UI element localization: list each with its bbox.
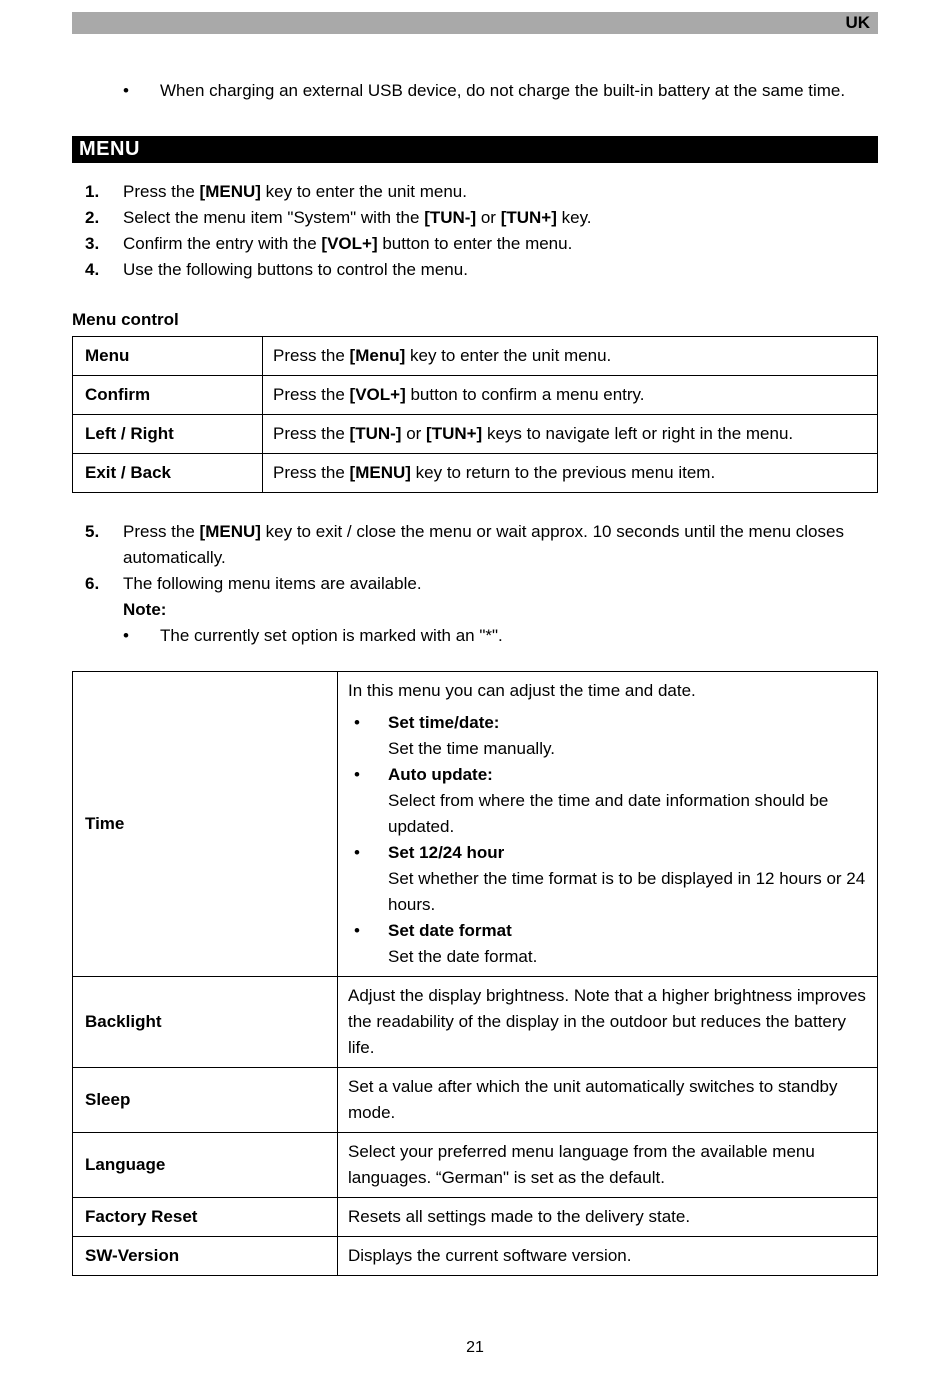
control-key-cell: Exit / Back xyxy=(73,454,263,493)
step-text: Press the [MENU] key to exit / close the menu or wait approx. 10 seconds until the menu closes automatically. xyxy=(123,522,844,567)
steps-list-continued xyxy=(72,519,878,649)
step-item xyxy=(72,257,878,283)
bullet-marker: • xyxy=(354,713,360,732)
step-number: 5. xyxy=(85,522,100,541)
step-number: 6. xyxy=(85,574,100,593)
intro-bullet-list xyxy=(72,78,878,104)
step-text xyxy=(123,571,878,649)
step-item xyxy=(72,519,878,571)
table-row xyxy=(73,1068,878,1133)
bullet-marker: • xyxy=(354,921,360,940)
bullet-marker: • xyxy=(354,843,360,862)
item-desc-cell: Displays the current software version. xyxy=(338,1237,878,1276)
table-row xyxy=(73,415,878,454)
item-desc-cell: Set a value after which the unit automatically switches to standby mode. xyxy=(338,1068,878,1133)
step-item xyxy=(72,571,878,649)
page-number: 21 xyxy=(466,1339,484,1356)
item-key-cell: Factory Reset xyxy=(73,1198,338,1237)
table-row xyxy=(73,454,878,493)
step-text: Confirm the entry with the [VOL+] button to enter the menu. xyxy=(123,234,573,253)
option-title: Set date format xyxy=(388,921,512,940)
menu-control-heading: Menu control xyxy=(72,310,179,329)
item-key-cell: Backlight xyxy=(73,977,338,1068)
option-desc: Set whether the time format is to be displayed in 12 hours or 24 hours. xyxy=(388,869,866,914)
table-row-time xyxy=(73,672,878,977)
item-key-cell: Language xyxy=(73,1133,338,1198)
step-number: 3. xyxy=(85,234,100,253)
steps-list xyxy=(72,179,878,283)
time-option xyxy=(348,710,867,762)
step-item xyxy=(72,179,878,205)
time-intro: In this menu you can adjust the time and date. xyxy=(348,681,696,700)
intro-bullet-text: When charging an external USB device, do not charge the built-in battery at the same time. xyxy=(160,81,846,100)
option-desc: Set the time manually. xyxy=(388,739,555,758)
note-label: Note: xyxy=(123,600,167,619)
time-option xyxy=(348,840,867,918)
language-header-bar xyxy=(72,12,878,34)
item-key-cell: Time xyxy=(73,672,338,977)
item-key-cell: Sleep xyxy=(73,1068,338,1133)
control-key-cell: Left / Right xyxy=(73,415,263,454)
item-desc-cell: Resets all settings made to the delivery state. xyxy=(338,1198,878,1237)
step-number: 2. xyxy=(85,208,100,227)
option-title: Set time/date: xyxy=(388,713,500,732)
note-bullet xyxy=(123,623,878,649)
bullet-marker: • xyxy=(354,765,360,784)
menu-control-table xyxy=(72,336,878,493)
option-text xyxy=(388,918,867,970)
item-desc-cell xyxy=(338,672,878,977)
table-row xyxy=(73,376,878,415)
item-desc-cell: Adjust the display brightness. Note that a higher brightness improves the readability of the display in the outdoor but reduces the battery life. xyxy=(338,977,878,1068)
item-key-cell: SW-Version xyxy=(73,1237,338,1276)
control-key-cell: Menu xyxy=(73,337,263,376)
option-text xyxy=(388,710,867,762)
table-row xyxy=(73,1237,878,1276)
option-text xyxy=(388,840,867,918)
control-desc-cell: Press the [MENU] key to return to the previous menu item. xyxy=(263,454,878,493)
control-key-cell: Confirm xyxy=(73,376,263,415)
bullet-marker: • xyxy=(123,81,129,100)
section-title: MENU xyxy=(79,138,140,160)
language-tag: UK xyxy=(845,13,870,32)
control-desc-cell: Press the [VOL+] button to confirm a menu entry. xyxy=(263,376,878,415)
time-option xyxy=(348,762,867,840)
note-bullet-text: The currently set option is marked with an "*". xyxy=(160,626,503,645)
table-row xyxy=(73,1198,878,1237)
menu-items-table xyxy=(72,671,878,1276)
step-number: 4. xyxy=(85,260,100,279)
table-row xyxy=(73,337,878,376)
step-text: Select the menu item "System" with the [TUN-] or [TUN+] key. xyxy=(123,208,592,227)
option-desc: Set the date format. xyxy=(388,947,538,966)
step-number: 1. xyxy=(85,182,100,201)
option-text xyxy=(388,762,867,840)
bullet-marker: • xyxy=(123,626,129,645)
option-title: Set 12/24 hour xyxy=(388,843,505,862)
list-item xyxy=(72,78,878,104)
step-text: Press the [MENU] key to enter the unit menu. xyxy=(123,182,467,201)
option-desc: Select from where the time and date information should be updated. xyxy=(388,791,829,836)
step-item xyxy=(72,205,878,231)
control-desc-cell: Press the [Menu] key to enter the unit menu. xyxy=(263,337,878,376)
menu-section-banner xyxy=(72,136,878,163)
step-item xyxy=(72,231,878,257)
table-row xyxy=(73,1133,878,1198)
table-row xyxy=(73,977,878,1068)
step-text-line: The following menu items are available. xyxy=(123,574,422,593)
option-title: Auto update: xyxy=(388,765,493,784)
step-text: Use the following buttons to control the menu. xyxy=(123,260,468,279)
item-desc-cell: Select your preferred menu language from the available menu languages. “German" is set as the default. xyxy=(338,1133,878,1198)
control-desc-cell: Press the [TUN-] or [TUN+] keys to navigate left or right in the menu. xyxy=(263,415,878,454)
time-option xyxy=(348,918,867,970)
